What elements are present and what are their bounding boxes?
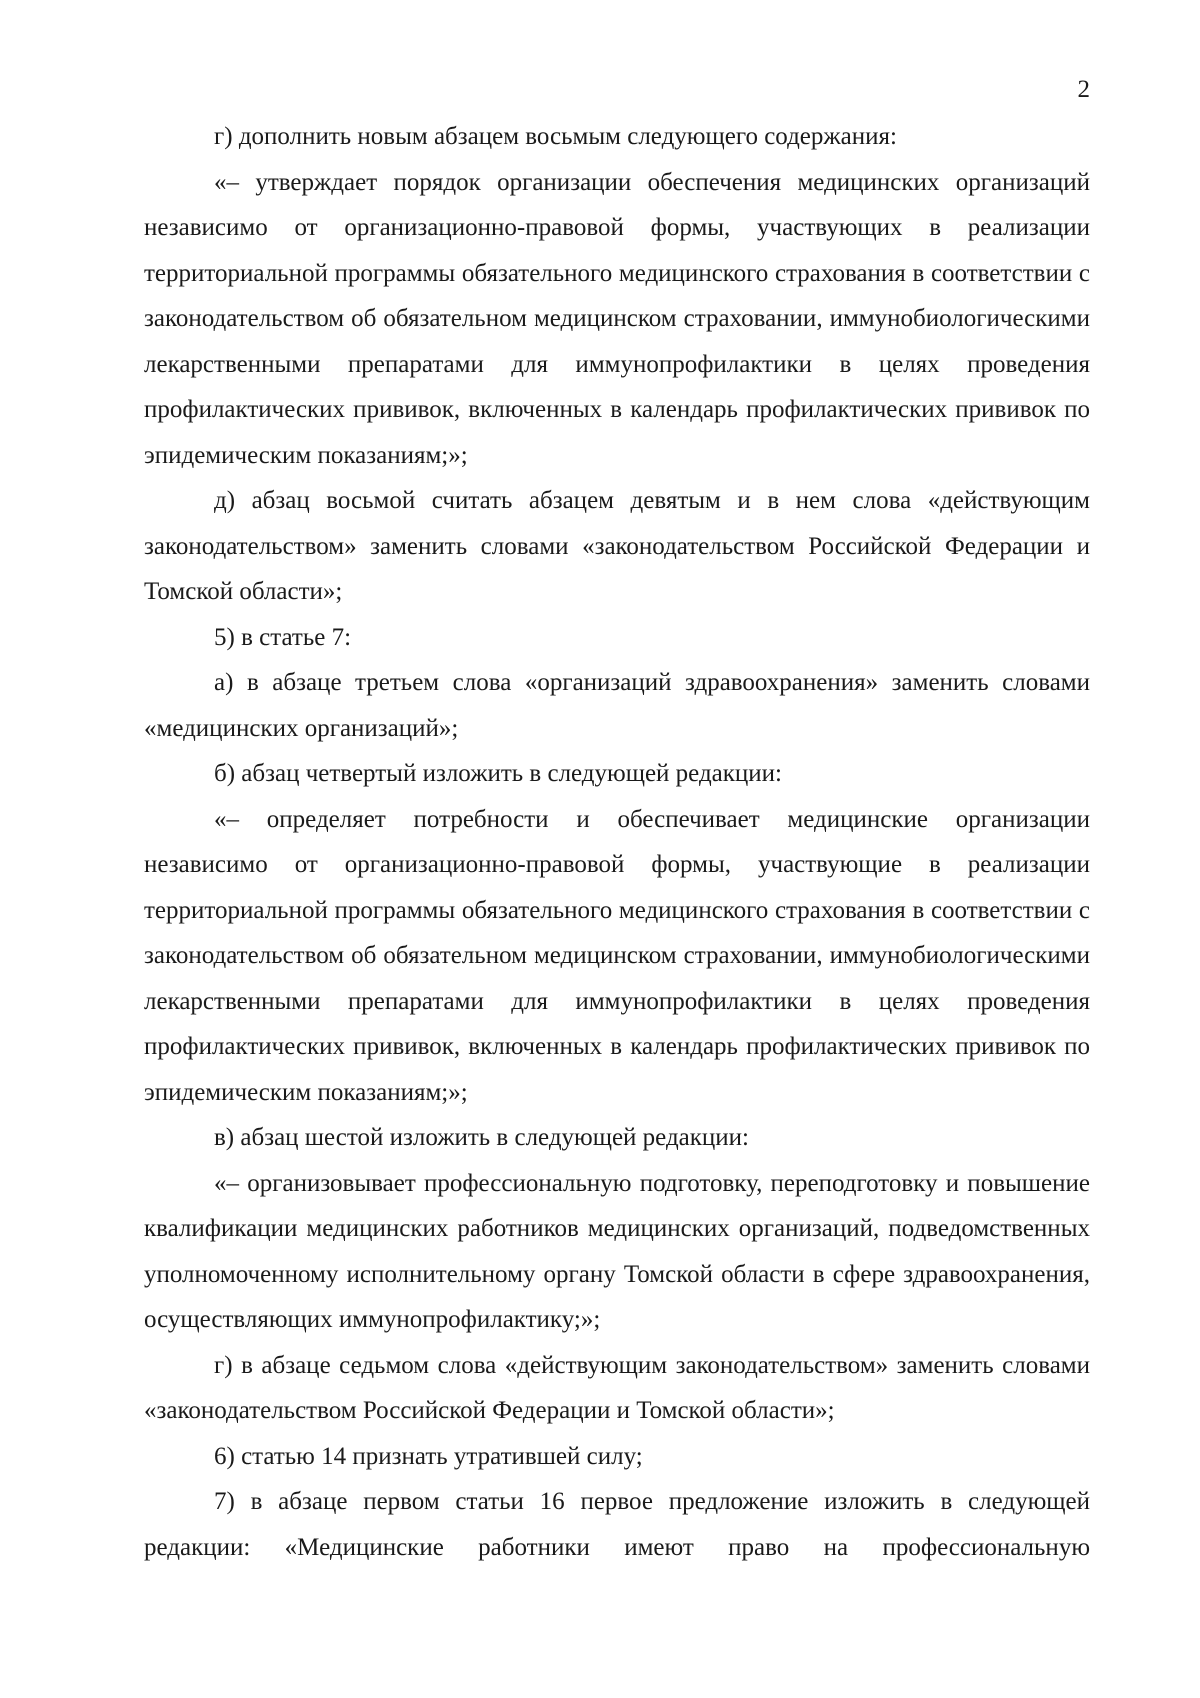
paragraph-b-fourth: б) абзац четвертый изложить в следующей редакции: <box>214 760 782 787</box>
page-number: 2 <box>1077 76 1090 103</box>
paragraph-quote-training: «– организовывает профессиональную подготовку, переподготовку и повышение квалификации медицинских работников медицинских организаций, подведомственных уполномоченному исполнительному органу Томской области в сфере здравоохранения, осуществляющих иммунопрофилактику;»; <box>144 1169 1090 1333</box>
paragraph-article-14: 6) статью 14 признать утратившей силу; <box>214 1442 643 1470</box>
paragraph-g-add-eighth: г) дополнить новым абзацем восьмым следующего содержания: <box>214 123 897 150</box>
paragraph-v-sixth: в) абзац шестой изложить в следующей редакции: <box>214 1124 749 1151</box>
paragraph-article-16: 7) в абзаце первом статьи 16 первое предложение изложить в следующей редакции: «Медицинские работники имеют право на профессиональную <box>144 1488 1090 1561</box>
paragraph-article-7: 5) в статье 7: <box>214 623 352 651</box>
paragraph-quote-procedure: «– утверждает порядок организации обеспечения медицинских организаций независимо от организационно-правовой формы, участвующих в реализации территориальной программы обязательного медицинского страхования в соответствии с законодательством об обязательном медицинском страховании, иммунобиологическими лекарственными препаратами для иммунопрофилактики в целях проведения профилактических прививок, включенных в календарь профилактических прививок по эпидемическим показаниям;»; <box>144 168 1090 469</box>
paragraph-quote-needs: «– определяет потребности и обеспечивает медицинские организации независимо от организационно-правовой формы, участвующие в реализации территориальной программы обязательного медицинского страхования в соответствии с законодательством об обязательном медицинском страховании, иммунобиологическими лекарственными препаратами для иммунопрофилактики в целях проведения профилактических прививок, включенных в календарь профилактических прививок по эпидемическим показаниям;»; <box>144 805 1090 1106</box>
paragraph-g-seventh: г) в абзаце седьмом слова «действующим законодательством» заменить словами «законодательством Российской Федерации и Томской области»; <box>144 1351 1090 1424</box>
paragraph-a-third: а) в абзаце третьем слова «организаций здравоохранения» заменить словами «медицинских организаций»; <box>144 669 1090 742</box>
paragraph-d-ninth: д) абзац восьмой считать абзацем девятым и в нем слова «действующим законодательством» заменить словами «законодательством Российской Федерации и Томской области»; <box>144 487 1090 605</box>
document-body <box>144 114 1090 1570</box>
